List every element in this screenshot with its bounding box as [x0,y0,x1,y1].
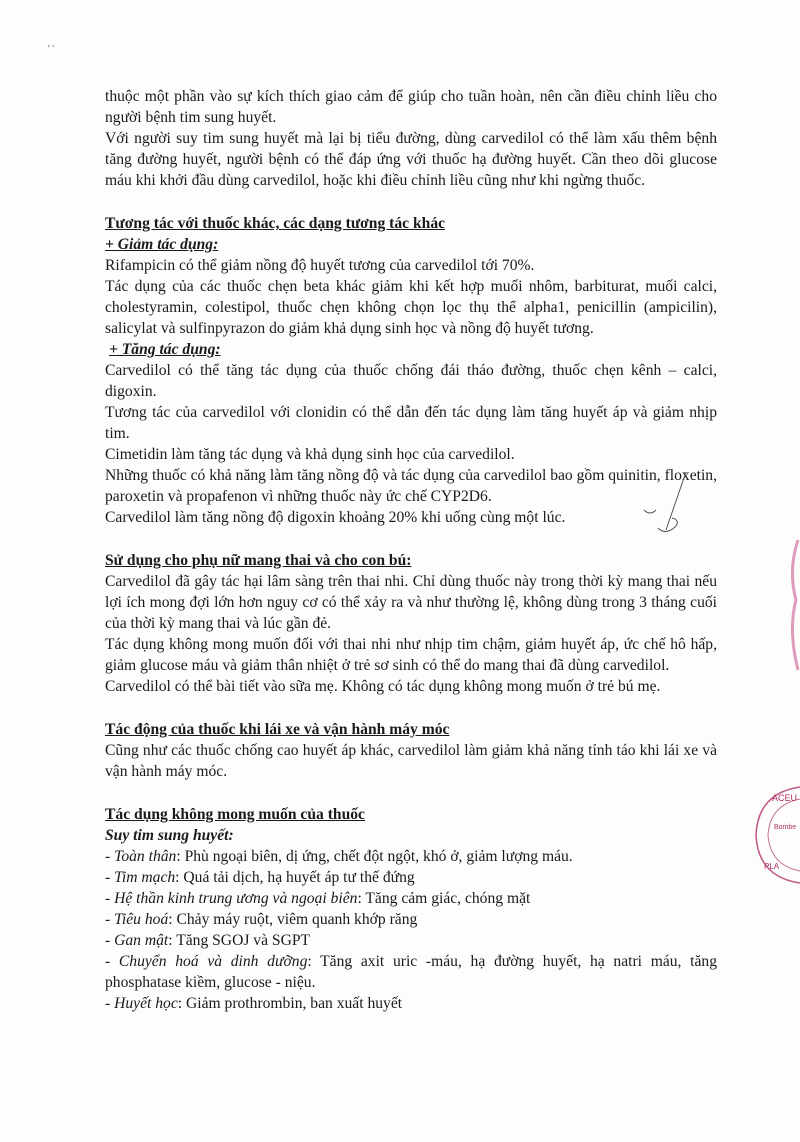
adverse-item-label: - Toàn thân [105,848,177,865]
pregnancy-paragraph: Tác dụng không mong muốn đối với thai nhi như nhịp tim chậm, giảm huyết áp, ức chế hô hấp, giảm glucose máu và giảm thân nhiệt ở trẻ sơ sinh có thể do mang thai đã dùng carvedilol. [105,636,717,674]
pharmacy-stamp [750,785,800,885]
increase-paragraph: Cimetidin làm tăng tác dụng và khả dụng sinh học của carvedilol. [105,446,515,463]
driving-paragraph: Cũng như các thuốc chống cao huyết áp khác, carvedilol làm giảm khả năng tỉnh táo khi lái xe và vận hành máy móc. [105,742,717,780]
intro-paragraph: thuộc một phần vào sự kích thích giao cảm để giúp cho tuần hoàn, nên cần điều chỉnh liều cho người bệnh tim sung huyết. [105,88,717,126]
decrease-paragraph: Rifampicin có thể giảm nồng độ huyết tương của carvedilol tới 70%. [105,257,535,274]
increase-paragraph: Carvedilol có thể tăng tác dụng của thuốc chống đái tháo đường, thuốc chẹn kênh – calci, digoxin. [105,362,717,400]
increase-paragraph: Carvedilol làm tăng nồng độ digoxin khoảng 20% khi uống cùng một lúc. [105,509,566,526]
stamp-text-top: ACEU [772,793,798,803]
signature-mark [636,470,696,540]
adverse-item-label: - Tiêu hoá [105,911,169,928]
pregnancy-paragraph: Carvedilol có thể bài tiết vào sữa mẹ. Không có tác dụng không mong muốn ở trẻ bú mẹ. [105,678,661,695]
adverse-item-label: - Gan mật [105,932,169,949]
decrease-label: + Giảm tác dụng: [105,236,219,253]
increase-paragraph: Những thuốc có khả năng làm tăng nồng độ và tác dụng của carvedilol bao gồm quinitin, floxetin, paroxetin và propafenon vì những thuốc này ức chế CYP2D6. [105,467,717,505]
corner-mark: ' ' [48,44,55,55]
adverse-item-text: : Chảy máy ruột, viêm quanh khớp răng [168,911,418,928]
increase-label: + Tăng tác dụng: [109,341,221,358]
increase-paragraph: Tương tác của carvedilol với clonidin có thể dẫn đến tác dụng làm tăng huyết áp và giảm nhịp tim. [105,404,717,442]
adverse-item-text: : Quá tải dịch, hạ huyết áp tư thế đứng [175,869,415,886]
adverse-item [105,930,717,951]
adverse-item [105,993,717,1014]
decrease-paragraph: Tác dụng của các thuốc chẹn beta khác giảm khi kết hợp muối nhôm, barbiturat, muối calci, cholestyramin, colestipol, thuốc chẹn không chọn lọc thụ thể alpha1, penicillin (ampicilin), salicylat và sulfinpyrazon do giảm khả dụng sinh học và nồng độ huyết tương. [105,278,717,337]
adverse-item [105,846,717,867]
stamp-text-bottom: PLA [764,862,780,871]
document-page [105,86,717,1014]
adverse-item [105,888,717,909]
intro-paragraph: Với người suy tim sung huyết mà lại bị tiểu đường, dùng carvedilol có thể làm xấu thêm bệnh tăng đường huyết, người bệnh có thể đáp ứng với thuốc hạ đường huyết. Cần theo dõi glucose máu khi khởi đầu dùng carvedilol, hoặc khi điều chỉnh liều cũng như khi ngừng thuốc. [105,130,717,189]
adverse-heading: Tác dụng không mong muốn của thuốc [105,806,365,823]
adverse-item-label: - Tim mạch [105,869,176,886]
adverse-item [105,909,717,930]
adverse-item-text: : Tăng SGOJ và SGPT [168,932,311,949]
edge-stamp [786,530,800,690]
adverse-subheading: Suy tim sung huyết: [105,827,234,844]
pregnancy-paragraph: Carvedilol đã gây tác hại lâm sàng trên thai nhi. Chỉ dùng thuốc này trong thời kỳ mang thai nếu lợi ích mong đợi lớn hơn nguy cơ có thể xảy ra và như thường lệ, không dùng trong 3 tháng cuối của thời kỳ mang thai và lúc gần đẻ. [105,573,717,632]
adverse-item-label: - Chuyển hoá và dinh dưỡng [105,953,308,970]
adverse-item-text: : Phù ngoại biên, dị ứng, chết đột ngột, khó ở, giảm lượng máu. [176,848,573,865]
adverse-item-text: : Tăng cảm giác, chóng mặt [357,890,531,907]
adverse-item [105,951,717,993]
adverse-item [105,867,717,888]
adverse-item-label: - Hệ thần kinh trung ương và ngoại biên [105,890,358,907]
stamp-text-middle: Bombe [774,824,797,831]
adverse-item-text: : Tăng axit uric -máu, hạ đường huyết, hạ natri máu, tăng phosphatase kiềm, glucose - niệu. [105,953,717,991]
adverse-item-text: : Giảm prothrombin, ban xuất huyết [177,995,403,1012]
adverse-item-label: - Huyết học [105,995,178,1012]
pregnancy-heading: Sử dụng cho phụ nữ mang thai và cho con bú: [105,552,412,569]
driving-heading: Tác động của thuốc khi lái xe và vận hành máy móc [105,721,450,738]
interactions-heading: Tương tác với thuốc khác, các dạng tương tác khác [105,215,446,232]
